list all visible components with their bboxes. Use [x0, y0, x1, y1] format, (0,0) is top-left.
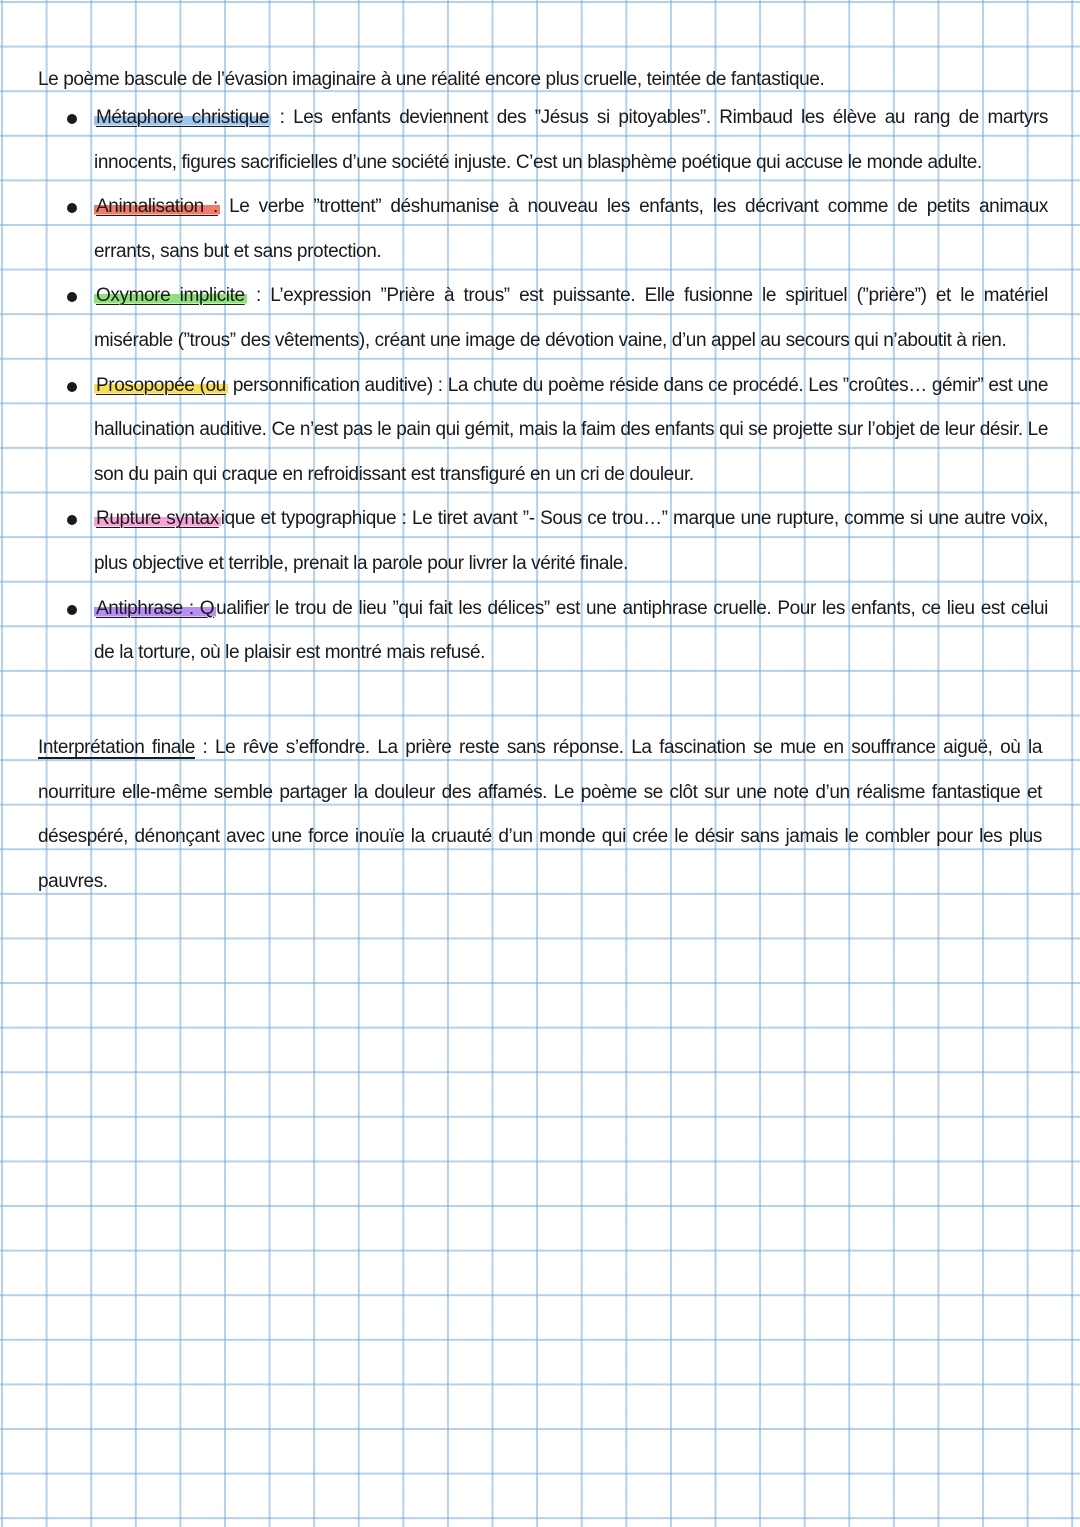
item-text: ique et typographique : Le tiret avant ”- Sous ce trou…” marque une rupture, comme si une autre voix, plus objective et terrible, prenait la parole pour livrer la vérité finale. — [94, 508, 1048, 574]
list-item — [38, 185, 1048, 274]
list-item — [38, 274, 1048, 363]
intro-paragraph: Le poème bascule de l’évasion imaginaire à une réalité encore plus cruelle, teintée de fantastique. — [38, 69, 825, 90]
bullet-icon — [67, 515, 77, 525]
term-highlight: Oxymore implicite — [96, 285, 245, 307]
bullet-icon — [67, 382, 77, 392]
item-text: personnification auditive) : La chute du poème réside dans ce procédé. Les ”croûtes… gémir” est une hallucination auditive. Ce n’est pas le pain qui gémit, mais la faim des enfants qui se projette sur l’objet de leur désir. Le son du pain qui craque en refroidissant est transfiguré en un cri de douleur. — [94, 374, 1049, 485]
bullet-icon — [67, 203, 77, 213]
bullet-icon — [67, 605, 77, 615]
list-item — [38, 364, 1048, 498]
term-highlight: Rupture syntax — [96, 508, 219, 530]
term-highlight: Métaphore christique — [96, 107, 270, 128]
list-item — [38, 587, 1048, 676]
item-text: : Les enfants deviennent des ”Jésus si pitoyables”. Rimbaud les élève au rang de martyrs innocents, figures sacrificielles d’une société injuste. C’est un blasphème poétique qui accuse le monde adulte. — [94, 107, 1049, 173]
term-highlight: Prosopopée (ou — [96, 374, 226, 396]
item-text: : L’expression ”Prière à trous” est puissante. Elle fusionne le spirituel (”prière”) et le matériel misérable (”trous” des vêtements), créant une image de dévotion vaine, d’un appel au secours qui n’aboutit à rien. — [94, 285, 1048, 351]
list-item — [38, 497, 1048, 586]
term-highlight: Animalisation : — [96, 196, 218, 218]
conclusion-paragraph — [38, 726, 1042, 904]
item-text: ualifier le trou de lieu ”qui fait les délices” est une antiphrase cruelle. Pour les enfants, ce lieu est celui de la torture, où le plaisir est montré mais refusé. — [94, 597, 1048, 664]
bullet-icon — [67, 292, 77, 302]
list-item — [38, 96, 1048, 185]
figures-list — [38, 96, 1048, 676]
conclusion-label: Interprétation finale — [38, 737, 195, 758]
conclusion-text: : Le rêve s’effondre. La prière reste sans réponse. La fascination se mue en souffrance aiguë, où la nourriture elle-même semble partager la douleur des affamés. Le poème se clôt sur une note d’un réalisme fantastique et désespéré, dénonçant avec une force inouïe la cruauté d’un monde qui crée le désir sans jamais le combler pour les plus pauvres. — [38, 737, 1042, 892]
term-highlight: Antiphrase : Q — [96, 597, 215, 619]
item-text: Le verbe ”trottent” déshumanise à nouveau les enfants, les décrivant comme de petits animaux errants, sans but et sans protection. — [94, 196, 1048, 262]
bullet-icon — [67, 114, 77, 124]
